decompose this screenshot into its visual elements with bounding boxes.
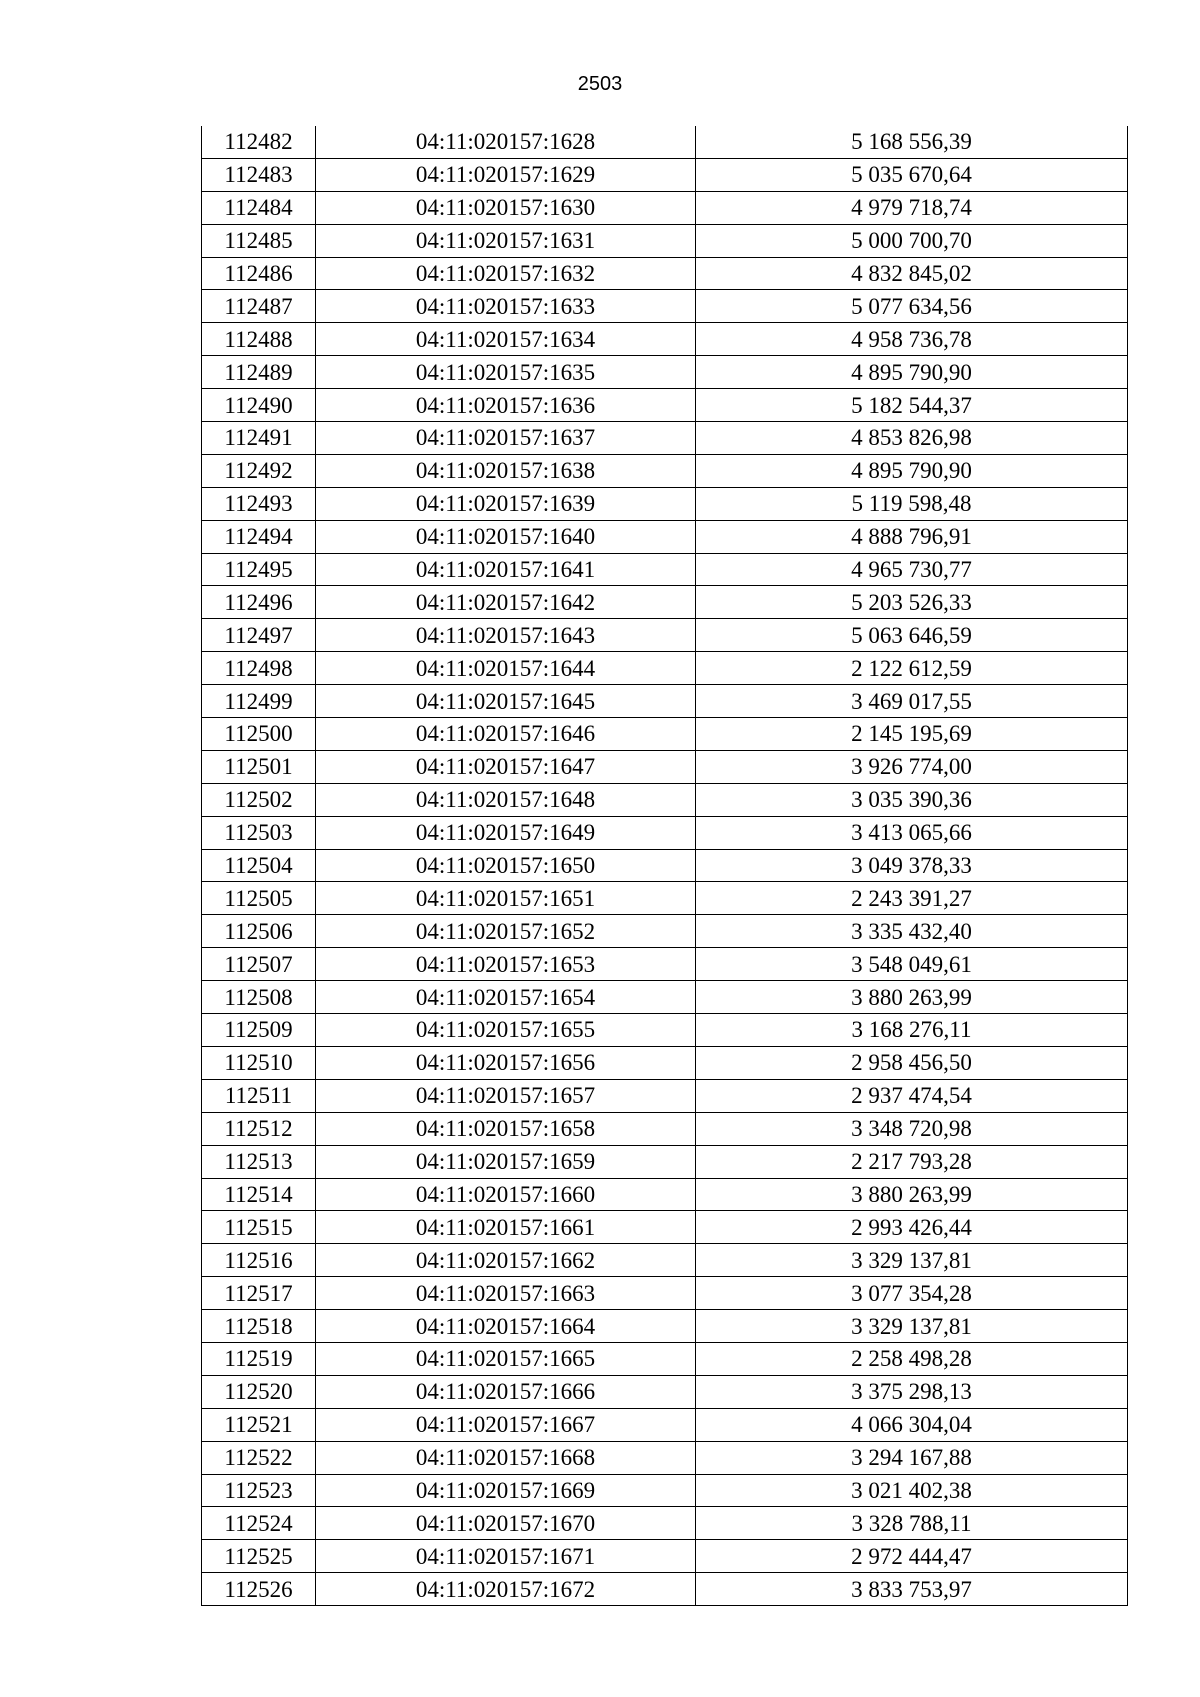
cadastral-number-cell: 04:11:020157:1628 (316, 126, 696, 158)
table-row (202, 257, 1128, 290)
table-row (202, 1573, 1128, 1606)
table-row (202, 619, 1128, 652)
cadastral-number-cell: 04:11:020157:1667 (316, 1408, 696, 1441)
value-cell: 3 880 263,99 (696, 981, 1128, 1014)
table-row (202, 586, 1128, 619)
cadastral-number-cell: 04:11:020157:1663 (316, 1277, 696, 1310)
row-number-cell: 112521 (202, 1408, 316, 1441)
value-cell: 5 168 556,39 (696, 126, 1128, 158)
value-cell: 3 168 276,11 (696, 1014, 1128, 1047)
row-number-cell: 112501 (202, 750, 316, 783)
table-row (202, 1342, 1128, 1375)
cadastral-number-cell: 04:11:020157:1639 (316, 487, 696, 520)
cadastral-number-cell: 04:11:020157:1630 (316, 191, 696, 224)
cadastral-number-cell: 04:11:020157:1632 (316, 257, 696, 290)
table-row (202, 718, 1128, 751)
value-cell: 3 413 065,66 (696, 816, 1128, 849)
value-cell: 4 958 736,78 (696, 323, 1128, 356)
value-cell: 2 958 456,50 (696, 1046, 1128, 1079)
table-row (202, 948, 1128, 981)
cadastral-number-cell: 04:11:020157:1649 (316, 816, 696, 849)
row-number-cell: 112518 (202, 1310, 316, 1343)
row-number-cell: 112484 (202, 191, 316, 224)
cadastral-number-cell: 04:11:020157:1634 (316, 323, 696, 356)
table-row (202, 750, 1128, 783)
table-row (202, 915, 1128, 948)
row-number-cell: 112509 (202, 1014, 316, 1047)
table-row (202, 224, 1128, 257)
cadastral-number-cell: 04:11:020157:1646 (316, 718, 696, 751)
row-number-cell: 112523 (202, 1474, 316, 1507)
row-number-cell: 112494 (202, 520, 316, 553)
cadastral-number-cell: 04:11:020157:1645 (316, 685, 696, 718)
value-cell: 4 965 730,77 (696, 553, 1128, 586)
cadastral-number-cell: 04:11:020157:1651 (316, 882, 696, 915)
cadastral-number-cell: 04:11:020157:1643 (316, 619, 696, 652)
table-row (202, 1046, 1128, 1079)
row-number-cell: 112486 (202, 257, 316, 290)
cadastral-number-cell: 04:11:020157:1642 (316, 586, 696, 619)
table-body (202, 126, 1128, 1606)
table-row (202, 323, 1128, 356)
value-cell: 2 122 612,59 (696, 652, 1128, 685)
table-row (202, 520, 1128, 553)
value-cell: 2 972 444,47 (696, 1540, 1128, 1573)
row-number-cell: 112511 (202, 1079, 316, 1112)
value-cell: 3 833 753,97 (696, 1573, 1128, 1606)
cadastral-number-cell: 04:11:020157:1662 (316, 1244, 696, 1277)
table-row (202, 1244, 1128, 1277)
row-number-cell: 112493 (202, 487, 316, 520)
table-row (202, 290, 1128, 323)
cadastral-number-cell: 04:11:020157:1658 (316, 1112, 696, 1145)
page-number: 2503 (577, 73, 623, 95)
cadastral-number-cell: 04:11:020157:1640 (316, 520, 696, 553)
value-cell: 2 937 474,54 (696, 1079, 1128, 1112)
cadastral-number-cell: 04:11:020157:1669 (316, 1474, 696, 1507)
table-row (202, 1277, 1128, 1310)
value-cell: 3 926 774,00 (696, 750, 1128, 783)
row-number-cell: 112498 (202, 652, 316, 685)
row-number-cell: 112524 (202, 1507, 316, 1540)
value-cell: 3 469 017,55 (696, 685, 1128, 718)
row-number-cell: 112487 (202, 290, 316, 323)
row-number-cell: 112515 (202, 1211, 316, 1244)
value-cell: 5 063 646,59 (696, 619, 1128, 652)
cadastral-number-cell: 04:11:020157:1652 (316, 915, 696, 948)
cadastral-number-cell: 04:11:020157:1641 (316, 553, 696, 586)
value-cell: 4 888 796,91 (696, 520, 1128, 553)
value-cell: 3 329 137,81 (696, 1310, 1128, 1343)
value-cell: 3 328 788,11 (696, 1507, 1128, 1540)
row-number-cell: 112502 (202, 783, 316, 816)
table-row (202, 356, 1128, 389)
value-cell: 3 375 298,13 (696, 1375, 1128, 1408)
table-row (202, 685, 1128, 718)
cadastral-number-cell: 04:11:020157:1653 (316, 948, 696, 981)
value-cell: 2 217 793,28 (696, 1145, 1128, 1178)
row-number-cell: 112514 (202, 1178, 316, 1211)
cadastral-number-cell: 04:11:020157:1666 (316, 1375, 696, 1408)
cadastral-number-cell: 04:11:020157:1636 (316, 389, 696, 422)
cadastral-number-cell: 04:11:020157:1650 (316, 849, 696, 882)
cadastral-number-cell: 04:11:020157:1637 (316, 422, 696, 455)
row-number-cell: 112506 (202, 915, 316, 948)
value-cell: 3 049 378,33 (696, 849, 1128, 882)
table-row (202, 1079, 1128, 1112)
table-row (202, 158, 1128, 191)
row-number-cell: 112492 (202, 454, 316, 487)
row-number-cell: 112525 (202, 1540, 316, 1573)
table-row (202, 882, 1128, 915)
table-row (202, 1145, 1128, 1178)
row-number-cell: 112490 (202, 389, 316, 422)
value-cell: 4 832 845,02 (696, 257, 1128, 290)
table-row (202, 422, 1128, 455)
value-cell: 3 294 167,88 (696, 1441, 1128, 1474)
row-number-cell: 112526 (202, 1573, 316, 1606)
cadastral-number-cell: 04:11:020157:1655 (316, 1014, 696, 1047)
table-row (202, 1014, 1128, 1047)
row-number-cell: 112516 (202, 1244, 316, 1277)
value-cell: 5 000 700,70 (696, 224, 1128, 257)
value-cell: 4 066 304,04 (696, 1408, 1128, 1441)
value-cell: 3 348 720,98 (696, 1112, 1128, 1145)
cadastral-number-cell: 04:11:020157:1672 (316, 1573, 696, 1606)
table-row (202, 981, 1128, 1014)
value-cell: 4 895 790,90 (696, 356, 1128, 389)
data-table-container (201, 126, 1127, 1606)
table-row (202, 1408, 1128, 1441)
cadastral-value-table (201, 126, 1128, 1606)
table-row (202, 553, 1128, 586)
row-number-cell: 112517 (202, 1277, 316, 1310)
row-number-cell: 112510 (202, 1046, 316, 1079)
table-row (202, 1540, 1128, 1573)
table-row (202, 454, 1128, 487)
table-row (202, 1441, 1128, 1474)
table-row (202, 1178, 1128, 1211)
table-row (202, 1310, 1128, 1343)
value-cell: 3 335 432,40 (696, 915, 1128, 948)
cadastral-number-cell: 04:11:020157:1644 (316, 652, 696, 685)
row-number-cell: 112499 (202, 685, 316, 718)
row-number-cell: 112491 (202, 422, 316, 455)
value-cell: 2 993 426,44 (696, 1211, 1128, 1244)
value-cell: 3 077 354,28 (696, 1277, 1128, 1310)
cadastral-number-cell: 04:11:020157:1638 (316, 454, 696, 487)
table-row (202, 1474, 1128, 1507)
value-cell: 3 035 390,36 (696, 783, 1128, 816)
cadastral-number-cell: 04:11:020157:1670 (316, 1507, 696, 1540)
row-number-cell: 112489 (202, 356, 316, 389)
value-cell: 2 258 498,28 (696, 1342, 1128, 1375)
row-number-cell: 112505 (202, 882, 316, 915)
cadastral-number-cell: 04:11:020157:1657 (316, 1079, 696, 1112)
cadastral-number-cell: 04:11:020157:1668 (316, 1441, 696, 1474)
value-cell: 5 119 598,48 (696, 487, 1128, 520)
cadastral-number-cell: 04:11:020157:1665 (316, 1342, 696, 1375)
table-row (202, 783, 1128, 816)
row-number-cell: 112508 (202, 981, 316, 1014)
value-cell: 5 077 634,56 (696, 290, 1128, 323)
table-row (202, 487, 1128, 520)
value-cell: 3 880 263,99 (696, 1178, 1128, 1211)
cadastral-number-cell: 04:11:020157:1648 (316, 783, 696, 816)
cadastral-number-cell: 04:11:020157:1654 (316, 981, 696, 1014)
cadastral-number-cell: 04:11:020157:1660 (316, 1178, 696, 1211)
value-cell: 5 182 544,37 (696, 389, 1128, 422)
row-number-cell: 112522 (202, 1441, 316, 1474)
row-number-cell: 112507 (202, 948, 316, 981)
value-cell: 3 021 402,38 (696, 1474, 1128, 1507)
row-number-cell: 112520 (202, 1375, 316, 1408)
row-number-cell: 112513 (202, 1145, 316, 1178)
row-number-cell: 112497 (202, 619, 316, 652)
table-row (202, 1507, 1128, 1540)
table-row (202, 389, 1128, 422)
row-number-cell: 112512 (202, 1112, 316, 1145)
table-row (202, 652, 1128, 685)
cadastral-number-cell: 04:11:020157:1671 (316, 1540, 696, 1573)
row-number-cell: 112503 (202, 816, 316, 849)
cadastral-number-cell: 04:11:020157:1656 (316, 1046, 696, 1079)
cadastral-number-cell: 04:11:020157:1635 (316, 356, 696, 389)
row-number-cell: 112488 (202, 323, 316, 356)
cadastral-number-cell: 04:11:020157:1664 (316, 1310, 696, 1343)
value-cell: 4 895 790,90 (696, 454, 1128, 487)
cadastral-number-cell: 04:11:020157:1633 (316, 290, 696, 323)
table-row (202, 849, 1128, 882)
row-number-cell: 112483 (202, 158, 316, 191)
value-cell: 5 203 526,33 (696, 586, 1128, 619)
row-number-cell: 112482 (202, 126, 316, 158)
table-row (202, 1211, 1128, 1244)
cadastral-number-cell: 04:11:020157:1647 (316, 750, 696, 783)
table-row (202, 126, 1128, 158)
value-cell: 2 243 391,27 (696, 882, 1128, 915)
table-row (202, 191, 1128, 224)
cadastral-number-cell: 04:11:020157:1659 (316, 1145, 696, 1178)
value-cell: 4 853 826,98 (696, 422, 1128, 455)
table-row (202, 816, 1128, 849)
value-cell: 3 548 049,61 (696, 948, 1128, 981)
value-cell: 4 979 718,74 (696, 191, 1128, 224)
row-number-cell: 112500 (202, 718, 316, 751)
row-number-cell: 112496 (202, 586, 316, 619)
table-row (202, 1112, 1128, 1145)
row-number-cell: 112504 (202, 849, 316, 882)
cadastral-number-cell: 04:11:020157:1631 (316, 224, 696, 257)
value-cell: 2 145 195,69 (696, 718, 1128, 751)
row-number-cell: 112495 (202, 553, 316, 586)
cadastral-number-cell: 04:11:020157:1661 (316, 1211, 696, 1244)
row-number-cell: 112519 (202, 1342, 316, 1375)
row-number-cell: 112485 (202, 224, 316, 257)
value-cell: 5 035 670,64 (696, 158, 1128, 191)
cadastral-number-cell: 04:11:020157:1629 (316, 158, 696, 191)
table-row (202, 1375, 1128, 1408)
value-cell: 3 329 137,81 (696, 1244, 1128, 1277)
